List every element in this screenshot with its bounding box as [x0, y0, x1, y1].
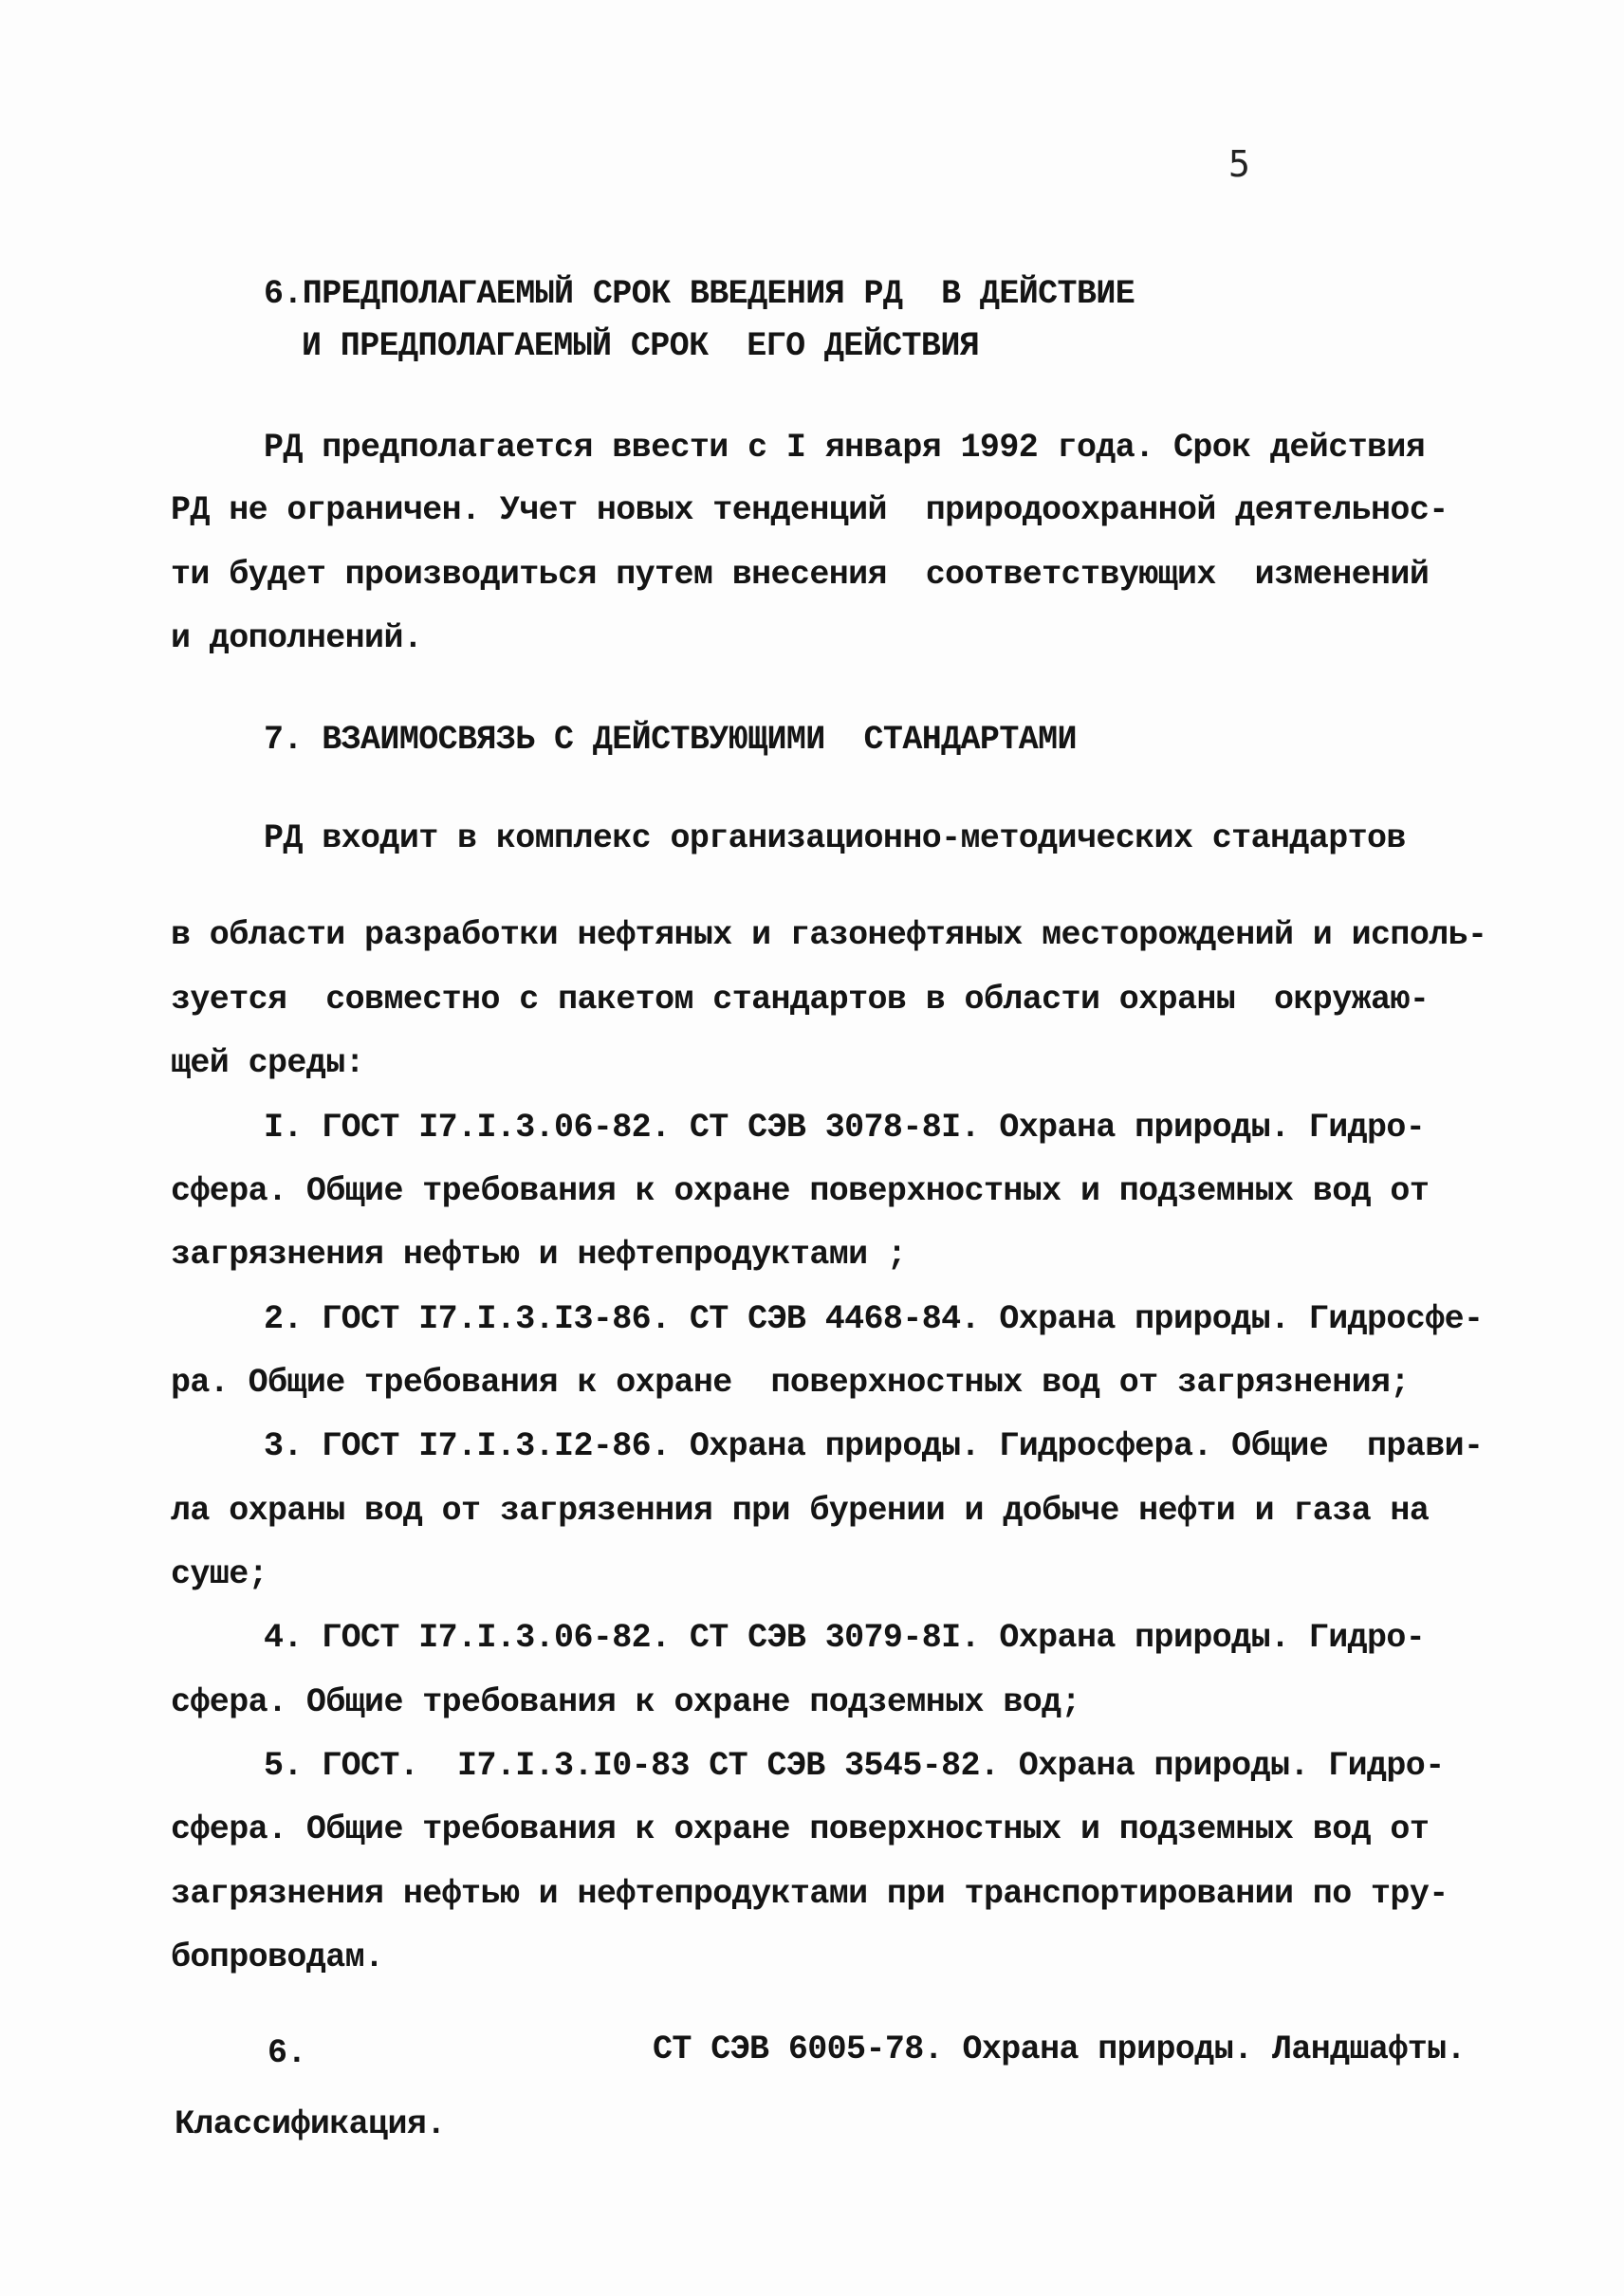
page-number: 5	[1228, 143, 1250, 185]
standard-item-2: ра. Общие требования к охране поверхностных вод от загрязнения;	[171, 1364, 1410, 1402]
standard-item-6-text: СТ СЭВ 6005-78. Охрана природы. Ландшафты.	[653, 2030, 1466, 2068]
section6-heading-line1: 6.ПРЕДПОЛАГАЕМЫЙ СРОК ВВЕДЕНИЯ РД В ДЕЙСТВИЕ	[264, 275, 1135, 313]
section6-paragraph-line: и дополнений.	[171, 619, 423, 657]
section7-intro-line: зуется совместно с пакетом стандартов в области охраны окружаю-	[171, 981, 1430, 1019]
standard-item-6-number: 6.	[268, 2034, 306, 2072]
standard-item-5: бопроводам.	[171, 1938, 384, 1976]
standard-item-1: сфера. Общие требования к охране поверхностных и подземных вод от	[171, 1172, 1430, 1210]
section6-heading-line2: И ПРЕДПОЛАГАЕМЫЙ СРОК ЕГО ДЕЙСТВИЯ	[302, 327, 980, 365]
section6-paragraph-line: ти будет производиться путем внесения соответствующих изменений	[171, 556, 1430, 594]
standard-item-4: 4. ГОСТ I7.I.3.06-82. СТ СЭВ 3079-8I. Охрана природы. Гидро-	[264, 1619, 1426, 1657]
standard-item-6-text: Классификация.	[175, 2105, 446, 2143]
standard-item-5: 5. ГОСТ. I7.I.3.I0-83 СТ СЭВ 3545-82. Охрана природы. Гидро-	[264, 1747, 1445, 1785]
section6-paragraph-line: РД не ограничен. Учет новых тенденций природоохранной деятельнос-	[171, 491, 1449, 529]
standard-item-5: загрязнения нефтью и нефтепродуктами при транспортировании по тру-	[171, 1875, 1449, 1913]
standard-item-3: 3. ГОСТ I7.I.3.I2-86. Охрана природы. Гидросфера. Общие прави-	[264, 1427, 1484, 1465]
section7-heading: 7. ВЗАИМОСВЯЗЬ С ДЕЙСТВУЮЩИМИ СТАНДАРТАМИ	[264, 721, 1077, 759]
section7-intro-line: в области разработки нефтяных и газонефтяных месторождений и исполь-	[171, 916, 1487, 954]
standard-item-5: сфера. Общие требования к охране поверхностных и подземных вод от	[171, 1810, 1430, 1848]
section7-intro-line: РД входит в комплекс организационно-методических стандартов	[264, 819, 1406, 857]
section6-paragraph-line: РД предполагается ввести с I января 1992 года. Срок действия	[264, 429, 1426, 467]
section7-intro-line: щей среды:	[171, 1044, 365, 1082]
standard-item-3: суше;	[171, 1555, 268, 1593]
standard-item-3: ла охраны вод от загрязенния при бурении и добыче нефти и газа на	[171, 1492, 1430, 1530]
standard-item-4: сфера. Общие требования к охране подземных вод;	[171, 1683, 1080, 1721]
standard-item-2: 2. ГОСТ I7.I.3.I3-86. СТ СЭВ 4468-84. Охрана природы. Гидросфе-	[264, 1300, 1484, 1338]
standard-item-1: I. ГОСТ I7.I.3.06-82. СТ СЭВ 3078-8I. Охрана природы. Гидро-	[264, 1109, 1426, 1147]
standard-item-1: загрязнения нефтью и нефтепродуктами ;	[171, 1236, 907, 1274]
